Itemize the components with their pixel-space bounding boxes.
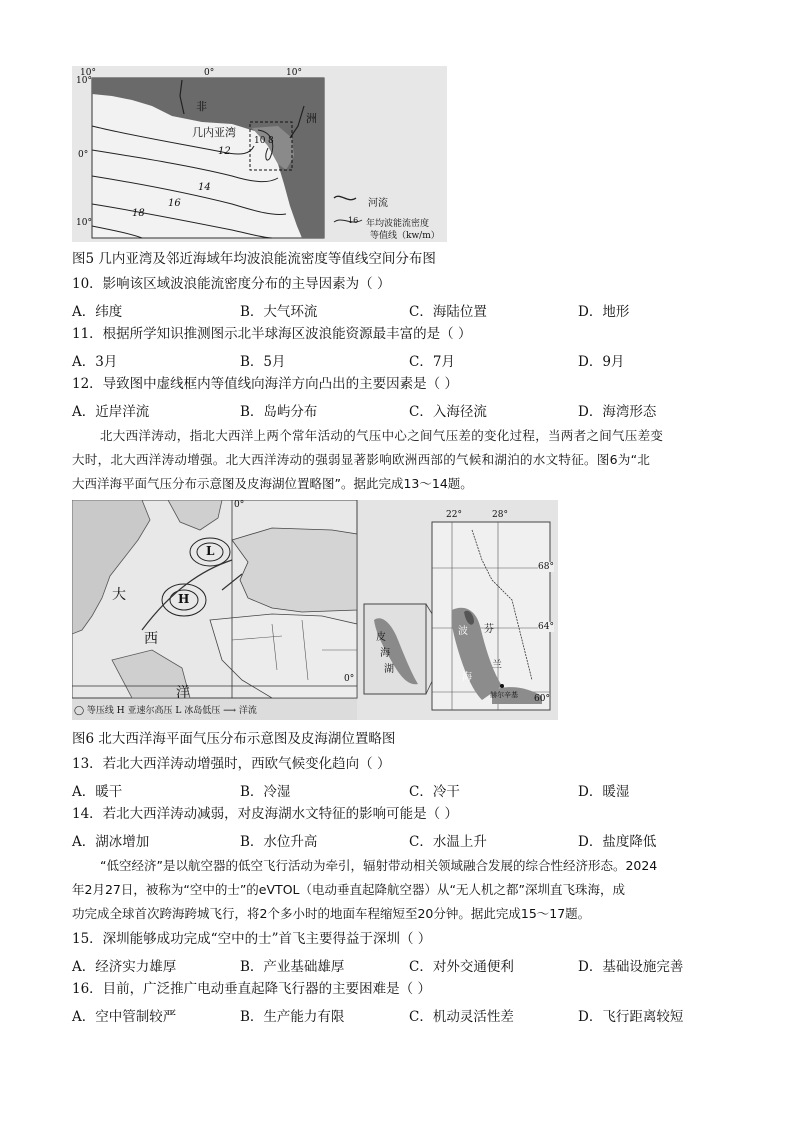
question-10: 10．影响该区域波浪能流密度分布的主导因素为（ ） [72, 276, 391, 292]
q14-option-d[interactable]: D．盐度降低 [578, 834, 657, 850]
fig5-legend-iso-num: 16 [348, 216, 359, 225]
fig6-label-L: L [206, 544, 215, 558]
fig5-lat-n10: 10° [76, 76, 92, 86]
q15-option-d[interactable]: D．基础设施完善 [578, 959, 684, 975]
q14-option-b[interactable]: B．水位升高 [240, 834, 318, 850]
passage-1-line-2: 大时，北大西洋涛动增强。北大西洋涛动的强弱显著影响欧洲西部的气候和湖泊的水文特征。图6为“北 [72, 452, 651, 467]
q11-option-b[interactable]: B．5月 [240, 354, 286, 370]
fig6-label-hai-right: 海 [462, 672, 472, 683]
fig6-label-yang: 洋 [176, 685, 190, 701]
fig6-label-fen: 芬 [484, 624, 494, 635]
figure-6-map [72, 500, 558, 720]
fig6-lat-64: 64° [538, 622, 554, 632]
q11-option-c[interactable]: C．7月 [409, 354, 455, 370]
q13-option-c[interactable]: C．冷干 [409, 784, 460, 800]
q12-option-a[interactable]: A．近岸洋流 [72, 404, 150, 420]
q14-option-c[interactable]: C．水温上升 [409, 834, 487, 850]
fig5-label-zhou: 洲 [306, 112, 317, 125]
q10-option-c[interactable]: C．海陆位置 [409, 304, 487, 320]
fig6-lon-22: 22° [446, 510, 462, 520]
passage-2-line-2: 年2月27日，被称为“空中的士”的eVTOL（电动垂直起降航空器）从“无人机之都”深圳直飞珠海，成 [72, 882, 625, 897]
fig6-label-da: 大 [112, 587, 126, 603]
fig6-lon-0: 0° [234, 500, 245, 510]
question-15: 15．深圳能够成功完成“空中的士”首飞主要得益于深圳（ ） [72, 931, 432, 947]
fig6-label-bo: 波 [458, 626, 468, 637]
q12-option-d[interactable]: D．海湾形态 [578, 404, 657, 420]
fig5-contour-12: 12 [218, 146, 231, 157]
fig6-inset-pi: 皮 [376, 632, 386, 643]
question-13: 13．若北大西洋涛动增强时，西欧气候变化趋向（ ） [72, 756, 391, 772]
q13-option-a[interactable]: A．暖干 [72, 784, 123, 800]
question-11: 11．根据所学知识推测图示北半球海区波浪能资源最丰富的是（ ） [72, 326, 472, 342]
q16-option-a[interactable]: A．空中管制较严 [72, 1009, 177, 1025]
figure-5-map [72, 66, 447, 242]
q10-option-a[interactable]: A．纬度 [72, 304, 123, 320]
q15-option-a[interactable]: A．经济实力雄厚 [72, 959, 177, 975]
q15-option-c[interactable]: C．对外交通便利 [409, 959, 514, 975]
fig6-label-lan: 兰 [492, 660, 502, 671]
fig5-lon-w10: 10° [80, 68, 96, 78]
fig5-contour-18: 18 [132, 208, 145, 219]
fig5-contour-16: 16 [168, 198, 181, 209]
fig6-label-H: H [178, 592, 190, 606]
question-12: 12．导致图中虚线框内等值线向海洋方向凸出的主要因素是（ ） [72, 376, 458, 392]
fig5-legend-iso-text1: 年均波能流密度 [366, 219, 430, 229]
fig5-lat-0: 0° [78, 150, 89, 160]
fig5-legend-iso-text2: 等值线（kw/m） [370, 231, 440, 241]
question-14: 14．若北大西洋涛动减弱，对皮海湖水文特征的影响可能是（ ） [72, 806, 458, 822]
fig6-lat-60: 60° [534, 694, 550, 704]
fig6-lon-28: 28° [492, 510, 508, 520]
fig5-lon-0: 0° [204, 68, 215, 78]
passage-1-line-3: 大西洋海平面气压分布示意图及皮海湖位置略图”。据此完成13～14题。 [72, 476, 473, 491]
q11-option-a[interactable]: A．3月 [72, 354, 118, 370]
fig5-lat-s10: 10° [76, 218, 92, 228]
figure-6-caption: 图6 北大西洋海平面气压分布示意图及皮海湖位置略图 [72, 731, 396, 747]
fig5-label-fei: 非 [196, 100, 207, 113]
q16-option-b[interactable]: B．生产能力有限 [240, 1009, 345, 1025]
fig6-label-xi: 西 [144, 631, 158, 647]
q13-option-b[interactable]: B．冷湿 [240, 784, 291, 800]
figure-6-svg [72, 500, 558, 720]
q10-option-b[interactable]: B．大气环流 [240, 304, 318, 320]
question-16: 16．目前，广泛推广电动垂直起降飞行器的主要困难是（ ） [72, 981, 431, 997]
q10-option-d[interactable]: D．地形 [578, 304, 630, 320]
fig6-label-city: 赫尔辛基 [490, 691, 518, 699]
fig6-inset-hu: 湖 [384, 664, 394, 675]
fig5-legend-river: 河流 [368, 198, 388, 209]
q16-option-c[interactable]: C．机动灵活性差 [409, 1009, 514, 1025]
fig5-contour-14: 14 [198, 182, 211, 193]
figure-5-caption: 图5 几内亚湾及邻近海域年均波浪能流密度等值线空间分布图 [72, 251, 436, 267]
passage-2-line-3: 功完成全球首次跨海跨城飞行，将2个多小时的地面车程缩短至20分钟。据此完成15～17题。 [72, 906, 591, 921]
passage-2-line-1: “低空经济”是以航空器的低空飞行活动为牵引，辐射带动相关领域融合发展的综合性经济形态。2024 [100, 858, 658, 873]
q12-option-c[interactable]: C．入海径流 [409, 404, 487, 420]
q14-option-a[interactable]: A．湖冰增加 [72, 834, 150, 850]
fig5-lon-e10: 10° [286, 68, 302, 78]
q16-option-d[interactable]: D．飞行距离较短 [578, 1009, 684, 1025]
q13-option-d[interactable]: D．暖湿 [578, 784, 630, 800]
q12-option-b[interactable]: B．岛屿分布 [240, 404, 318, 420]
passage-1-line-1: 北大西洋涛动，指北大西洋上两个常年活动的气压中心之间气压差的变化过程，当两者之间气压差变 [100, 428, 664, 443]
fig5-label-bay: 几内亚湾 [192, 126, 236, 139]
q11-option-d[interactable]: D．9月 [578, 354, 625, 370]
fig5-contour-10: 10 [254, 136, 266, 146]
fig5-contour-8: 8 [268, 136, 274, 146]
fig6-inset-hai: 海 [380, 648, 390, 659]
q15-option-b[interactable]: B．产业基础雄厚 [240, 959, 345, 975]
fig6-lat-0: 0° [344, 674, 355, 684]
fig6-legend: ◯ 等压线 H 亚速尔高压 L 冰岛低压 ⟶ 洋流 [74, 706, 257, 716]
fig6-lat-68: 68° [538, 562, 554, 572]
